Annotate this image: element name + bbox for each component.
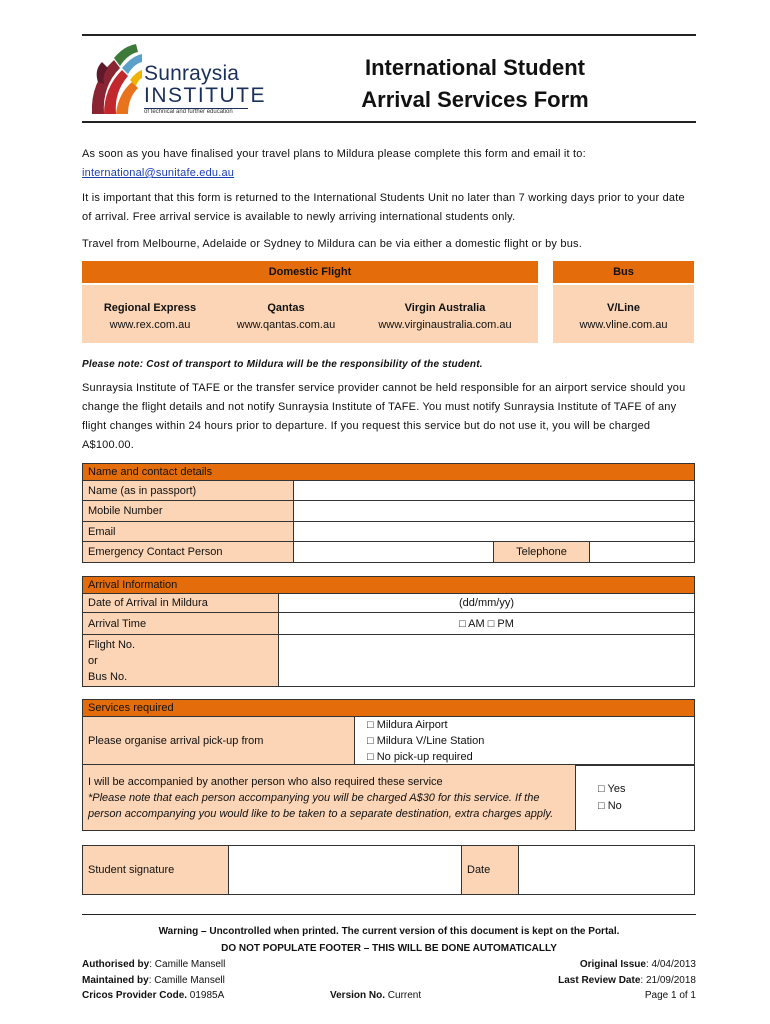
contact-table [82, 463, 695, 563]
date-input[interactable] [519, 846, 695, 895]
services-table [82, 699, 695, 766]
sunraysia-logo-icon [84, 42, 144, 118]
pickup-option-vline[interactable]: □ Mildura V/Line Station [367, 735, 485, 747]
title-line1: International Student [365, 55, 585, 80]
mobile-label: Mobile Number [83, 501, 294, 522]
carrier-url: www.rex.com.au [109, 319, 191, 331]
carrier-vline [553, 300, 694, 334]
pickup-option-airport[interactable]: □ Mildura Airport [367, 719, 448, 731]
flight-bus-label [83, 635, 279, 687]
accompany-options [576, 765, 695, 831]
accompany-label [83, 765, 576, 831]
carrier-rex [82, 300, 218, 334]
carrier-url: www.virginaustralia.com.au [378, 319, 512, 331]
authorised-by [82, 959, 225, 970]
page-title [330, 52, 620, 116]
accompany-question: I will be accompanied by another person who also required these service [88, 775, 443, 788]
carrier-name: V/Line [606, 302, 640, 314]
cricos-value: 01985A [187, 990, 225, 1001]
authorised-label: Authorised by [82, 959, 150, 970]
pickup-options [355, 717, 695, 766]
logo-name-line1: Sunraysia [144, 62, 240, 85]
email-input[interactable] [294, 522, 695, 542]
carrier-name: Qantas [267, 302, 305, 314]
services-section-header: Services required [83, 700, 695, 717]
arrival-time-label: Arrival Time [83, 613, 279, 635]
accompany-yes[interactable]: □ Yes [598, 782, 626, 795]
flight-label-line3: Bus No. [88, 670, 128, 683]
accompany-table [82, 764, 695, 831]
footer-rule [82, 914, 696, 915]
footer-do-not-populate: DO NOT POPULATE FOOTER – THIS WILL BE DONE AUTOMATICALLY [221, 943, 557, 954]
signature-table [82, 845, 695, 895]
original-issue [480, 959, 696, 970]
top-rule [82, 34, 696, 36]
last-review-value: : 21/09/2018 [640, 975, 696, 986]
intro-paragraph-3: Travel from Melbourne, Adelaide or Sydney to Mildura can be via either a domestic flight or by bus. [82, 238, 582, 250]
carrier-url: www.qantas.com.au [236, 319, 336, 331]
carrier-name: Virgin Australia [404, 302, 486, 314]
arrival-table [82, 576, 695, 687]
disclaimer-paragraph: Sunraysia Institute of TAFE or the transfer service provider cannot be held responsible for an airport service should you change the flight details and not notify Sunraysia Institute of TAFE. You must notify Sunraysia Institute of TAFE of any flight changes within 24 hours prior to departure. If you request this service but do not use it, you will be charged A$100.00. [82, 382, 686, 451]
maintained-by [82, 975, 225, 986]
maintained-value: : Camille Mansell [148, 975, 225, 986]
date-label: Date [462, 846, 519, 895]
carrier-name: Regional Express [103, 302, 197, 314]
version-value: Current [385, 990, 422, 1001]
carrier-qantas [222, 300, 350, 334]
name-label: Name (as in passport) [83, 481, 294, 501]
telephone-input[interactable] [590, 542, 695, 563]
cricos-code [82, 990, 224, 1001]
telephone-label: Telephone [494, 542, 590, 563]
last-review-date [480, 975, 696, 986]
original-issue-label: Original Issue [579, 959, 646, 970]
title-line2: Arrival Services Form [361, 87, 589, 112]
bus-header: Bus [553, 261, 694, 283]
pickup-option-none[interactable]: □ No pick-up required [367, 751, 473, 763]
arrival-section-header: Arrival Information [83, 577, 695, 594]
logo-name-line2: INSTITUTE [144, 84, 266, 107]
intro-paragraph-2: It is important that this form is returned to the International Students Unit no later than 7 working days prior to your date of arrival. Free arrival service is available to newly arriving international students only. [82, 192, 685, 223]
arrival-date-input[interactable]: (dd/mm/yy) [279, 594, 695, 613]
logo-tagline: of technical and further education [144, 109, 233, 115]
version-no [330, 990, 421, 1001]
contact-section-header: Name and contact details [83, 464, 695, 481]
emergency-contact-input[interactable] [294, 542, 494, 563]
carrier-url: www.vline.com.au [579, 319, 668, 331]
version-label: Version No. [330, 990, 386, 1001]
arrival-date-label: Date of Arrival in Mildura [83, 594, 279, 613]
domestic-flight-header: Domestic Flight [82, 261, 538, 283]
name-input[interactable] [294, 481, 695, 501]
mobile-input[interactable] [294, 501, 695, 522]
header-bottom-rule [82, 121, 696, 123]
emergency-contact-label: Emergency Contact Person [83, 542, 294, 563]
maintained-label: Maintained by [82, 975, 149, 986]
pickup-label: Please organise arrival pick-up from [83, 717, 355, 766]
authorised-value: : Camille Mansell [149, 959, 226, 970]
page-number: Page 1 of 1 [644, 990, 696, 1001]
flight-label-line1: Flight No. [88, 638, 136, 651]
carrier-virgin [355, 300, 535, 334]
flight-label-line2: or [88, 654, 98, 667]
intro-text: As soon as you have finalised your travel plans to Mildura please complete this form and email it to: [82, 148, 586, 160]
accompany-note: *Please note that each person accompanying you will be charged A$30 for this service. If the person accompanying you would like to be taken to a separate destination, extra charges apply. [88, 791, 554, 820]
signature-label: Student signature [83, 846, 229, 895]
flight-bus-input[interactable] [279, 635, 695, 687]
intro-paragraph-1 [82, 145, 696, 183]
last-review-label: Last Review Date [558, 975, 641, 986]
transport-cost-note: Please note: Cost of transport to Mildura will be the responsibility of the student. [82, 359, 483, 370]
email-link[interactable]: international@sunitafe.edu.au [82, 167, 235, 179]
email-label: Email [83, 522, 294, 542]
footer-warning: Warning – Uncontrolled when printed. The current version of this document is kept on the Portal. [158, 926, 620, 937]
original-issue-value: : 4/04/2013 [645, 959, 696, 970]
accompany-no[interactable]: □ No [598, 799, 622, 812]
cricos-label: Cricos Provider Code. [82, 990, 188, 1001]
signature-input[interactable] [229, 846, 462, 895]
arrival-time-options[interactable]: □ AM □ PM [279, 613, 695, 635]
